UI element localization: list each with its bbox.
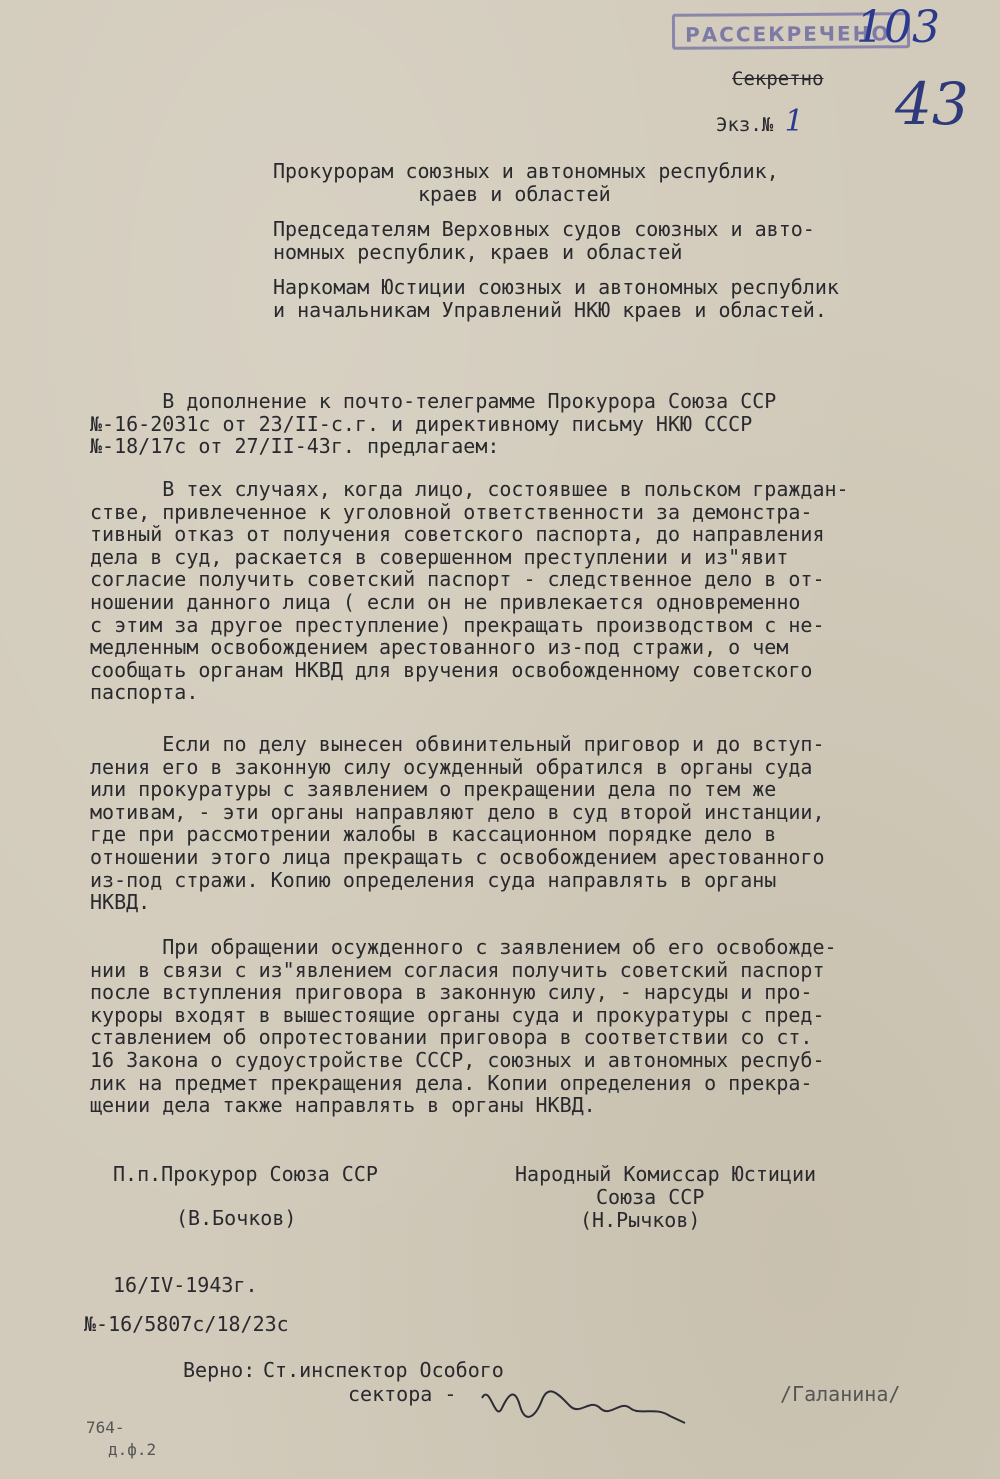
- addressee-1: [273, 160, 779, 206]
- body-paragraph-2: [90, 733, 950, 914]
- paragraph-line: ставлением об опротестовании приговора в соответствии со ст.: [90, 1025, 813, 1050]
- paragraph-line: лик на предмет прекращения дела. Копии определения о прекра-: [90, 1070, 813, 1095]
- addressee-line: Наркомам Юстиции союзных и автономных республик: [273, 275, 839, 299]
- body-paragraph-3: [90, 936, 950, 1117]
- paragraph-line: согласие получить советский паспорт - следственное дело в от-: [90, 567, 825, 592]
- body-paragraph-intro: [90, 390, 950, 458]
- paragraph-line: медленным освобождением арестованного из-под стражи, о чем: [90, 635, 789, 660]
- addressee-line: краев и областей: [418, 182, 611, 206]
- stamp-handwritten-number: 103: [856, 2, 940, 53]
- paragraph-line: мотивам, - эти органы направляют дело в суд второй инстанции,: [90, 799, 825, 824]
- paragraph-line: №-18/17с от 27/II-43г. предлагаем:: [90, 434, 500, 459]
- verified-label: Верно:: [183, 1358, 256, 1382]
- commissar-title-2: Союза ССР: [596, 1185, 705, 1209]
- paragraph-line: 16 Закона о судоустройстве СССР, союзных и автономных респуб-: [90, 1047, 825, 1072]
- addressee-3: [273, 276, 839, 322]
- verified-title-2: сектора -: [348, 1382, 457, 1406]
- addressee-line: Прокурорам союзных и автономных республик,: [273, 159, 779, 183]
- addressee-line: и начальникам Управлений НКЮ краев и областей.: [273, 298, 827, 322]
- paragraph-line: №-16-2031с от 23/II-с.г. и директивному письму НКЮ СССР: [90, 411, 753, 436]
- paragraph-line: из-под стражи. Копию определения суда направлять в органы: [90, 867, 777, 892]
- paragraph-line: При обращении осужденного с заявлением об его освобожде-: [90, 935, 837, 959]
- paragraph-line: В тех случаях, когда лицо, состоявшее в польском граждан-: [90, 477, 849, 501]
- copy-label: Экз.№: [716, 114, 774, 136]
- declassified-stamp-text: РАССЕКРЕЧЕНО: [684, 21, 891, 47]
- paragraph-line: ношении данного лица ( если он не привлекается одновременно: [90, 589, 801, 614]
- paragraph-line: сообщать органам НКВД для вручения освобожденному советского: [90, 657, 813, 682]
- paragraph-line: ления его в законную силу осужденный обратился в органы суда: [90, 754, 813, 779]
- addressee-2: [273, 218, 815, 264]
- paragraph-line: после вступления приговора в законную силу, - нарсуды и про-: [90, 980, 813, 1005]
- paragraph-line: с этим за другое преступление) прекращать производством с не-: [90, 612, 825, 637]
- paragraph-line: или прокуратуры с заявлением о прекращении дела по тем же: [90, 777, 777, 802]
- commissar-name: (Н.Рычков): [580, 1208, 701, 1232]
- paragraph-line: дела в суд, раскается в совершенном преступлении и из"явит: [90, 544, 789, 569]
- addressee-line: номных республик, краев и областей: [273, 240, 683, 264]
- paragraph-line: щении дела также направлять в органы НКВД.: [90, 1093, 596, 1118]
- commissar-title: Народный Комиссар Юстиции: [515, 1162, 817, 1186]
- margin-note: 764-: [86, 1418, 125, 1437]
- paragraph-line: отношении этого лица прекращать с освобождением арестованного: [90, 844, 825, 869]
- paragraph-line: В дополнение к почто-телеграмме Прокурора Союза ССР: [90, 389, 777, 413]
- copy-number: [716, 104, 804, 139]
- verifier-name: /Галанина/: [780, 1382, 901, 1406]
- paragraph-line: стве, привлеченное к уголовной ответственности за демонстра-: [90, 499, 813, 524]
- classification-label: Секретно: [732, 68, 824, 90]
- paragraph-line: нии в связи с из"явлением согласия получить советский паспорт: [90, 957, 825, 982]
- handwritten-signature: [480, 1378, 690, 1428]
- paragraph-line: тивный отказ от получения советского паспорта, до направления: [90, 522, 825, 547]
- prosecutor-name: (В.Бочков): [176, 1206, 297, 1230]
- paragraph-line: где при рассмотрении жалобы в кассационном порядке дело в: [90, 822, 777, 847]
- paragraph-line: паспорта.: [90, 680, 199, 705]
- copy-handwritten-number: 1: [784, 104, 804, 139]
- paragraph-line: куроры входят в вышестоящие органы суда и прокуратуры с пред-: [90, 1002, 825, 1027]
- addressee-line: Председателям Верховных судов союзных и авто-: [273, 217, 815, 241]
- verified-title: Ст.инспектор Особого: [263, 1358, 504, 1382]
- body-paragraph-1: [90, 478, 950, 704]
- folio-number: 43: [895, 70, 969, 138]
- document-number: №-16/5807с/18/23с: [84, 1312, 289, 1336]
- document-date: 16/IV-1943г.: [113, 1273, 258, 1297]
- paragraph-line: Если по делу вынесен обвинительный приговор и до вступ-: [90, 732, 825, 756]
- prosecutor-title: П.п.Прокурор Союза ССР: [113, 1162, 378, 1186]
- paragraph-line: НКВД.: [90, 890, 151, 915]
- margin-note: д.ф.2: [108, 1440, 157, 1459]
